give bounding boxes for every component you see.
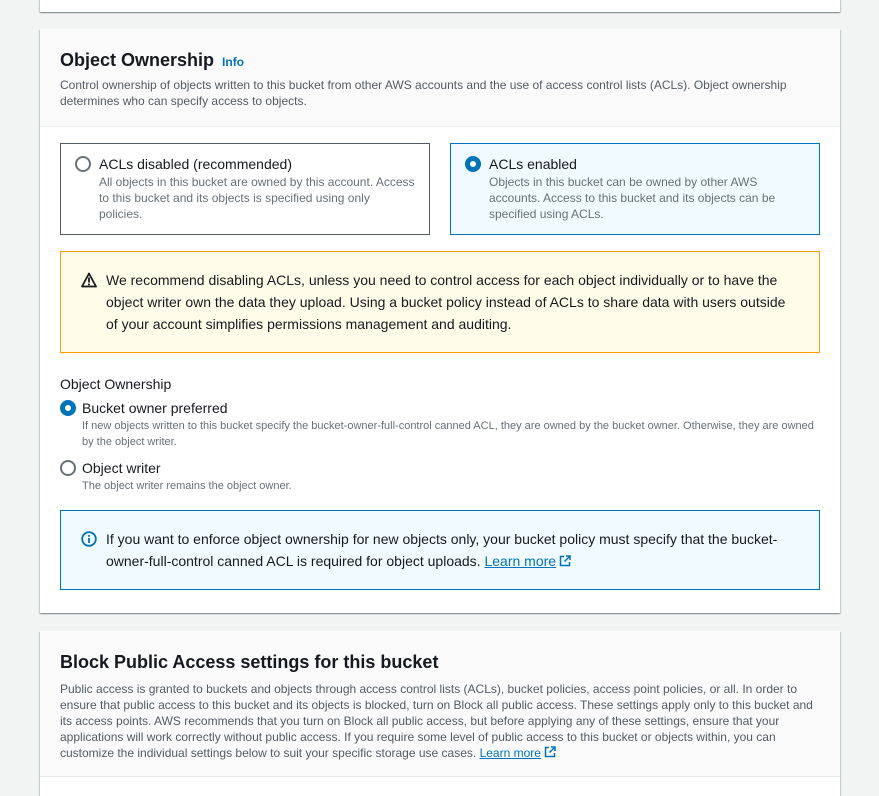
tile-acls-enabled[interactable]	[450, 143, 820, 235]
object-ownership-panel	[40, 29, 840, 613]
radio-description: The object writer remains the object owner.	[82, 480, 292, 492]
info-alert-message: If you want to enforce object ownership for new objects only, your bucket policy must specify that the bucket-owner-full-control canned ACL is required for object uploads.	[106, 531, 778, 569]
tile-acls-disabled[interactable]	[60, 143, 430, 235]
tile-label: ACLs enabled	[489, 156, 577, 172]
block-public-access-panel	[40, 631, 840, 796]
object-ownership-header	[40, 29, 840, 127]
block-public-access-header	[40, 631, 840, 777]
tile-description: Objects in this bucket can be owned by other AWS accounts. Access to this bucket and its objects can be specified using ACLs.	[489, 175, 776, 221]
external-link-icon	[544, 746, 556, 758]
block-public-access-description	[60, 681, 820, 761]
radio-label: Bucket owner preferred	[82, 400, 228, 416]
warning-text: We recommend disabling ACLs, unless you need to control access for each object individually or to have the object writer own the data they upload. Using a bucket policy instead of ACLs to share data with users outside of your account simplifies permissions management and auditing.	[106, 272, 786, 332]
radio-bucket-owner-preferred[interactable]	[60, 400, 76, 416]
info-circle-icon	[81, 531, 97, 547]
warning-icon	[81, 272, 97, 288]
option-bucket-owner-preferred[interactable]	[60, 399, 820, 450]
warning-alert	[60, 251, 820, 353]
object-ownership-description: Control ownership of objects written to this bucket from other AWS accounts and the use of access control lists (ACLs). Object ownership determines who can specify access to objects.	[60, 78, 787, 108]
tile-label: ACLs disabled (recommended)	[99, 156, 292, 172]
tile-description: All objects in this bucket are owned by this account. Access to this bucket and its objects is specified using only policies.	[99, 175, 415, 221]
block-public-access-title: Block Public Access settings for this bucket	[60, 652, 439, 672]
radio-description: If new objects written to this bucket specify the bucket-owner-full-control canned ACL, they are owned by the bucket owner. Otherwise, they are owned by the object writer.	[82, 420, 814, 448]
info-alert	[60, 510, 820, 590]
option-object-writer[interactable]	[60, 459, 820, 494]
radio-label: Object writer	[82, 460, 161, 476]
ownership-field-label: Object Ownership	[60, 376, 172, 392]
radio-acls-disabled[interactable]	[75, 156, 91, 172]
external-link-icon	[559, 555, 571, 567]
learn-more-link[interactable]: Learn more	[484, 553, 557, 569]
radio-acls-enabled[interactable]	[465, 156, 481, 172]
radio-object-writer[interactable]	[60, 460, 76, 476]
object-ownership-title: Object Ownership	[60, 50, 215, 70]
acl-tiles	[60, 143, 820, 235]
info-link[interactable]: Info	[222, 55, 245, 69]
learn-more-link[interactable]: Learn more	[479, 746, 541, 760]
info-alert-text	[106, 528, 799, 572]
previous-panel	[40, 0, 840, 12]
block-public-access-text: Public access is granted to buckets and objects through access control lists (ACLs), bucket policies, access point policies, or all. In order to ensure that public access to this bucket and its objects is blocked, turn on Block all public access. These settings apply only to this bucket and its access points. AWS recommends that you turn on Block all public access, but before applying any of these settings, ensure that your applications will work correctly without public access. If you require some level of public access to this bucket or objects within, you can customize the individual settings below to suit your specific storage use cases.	[60, 682, 813, 760]
